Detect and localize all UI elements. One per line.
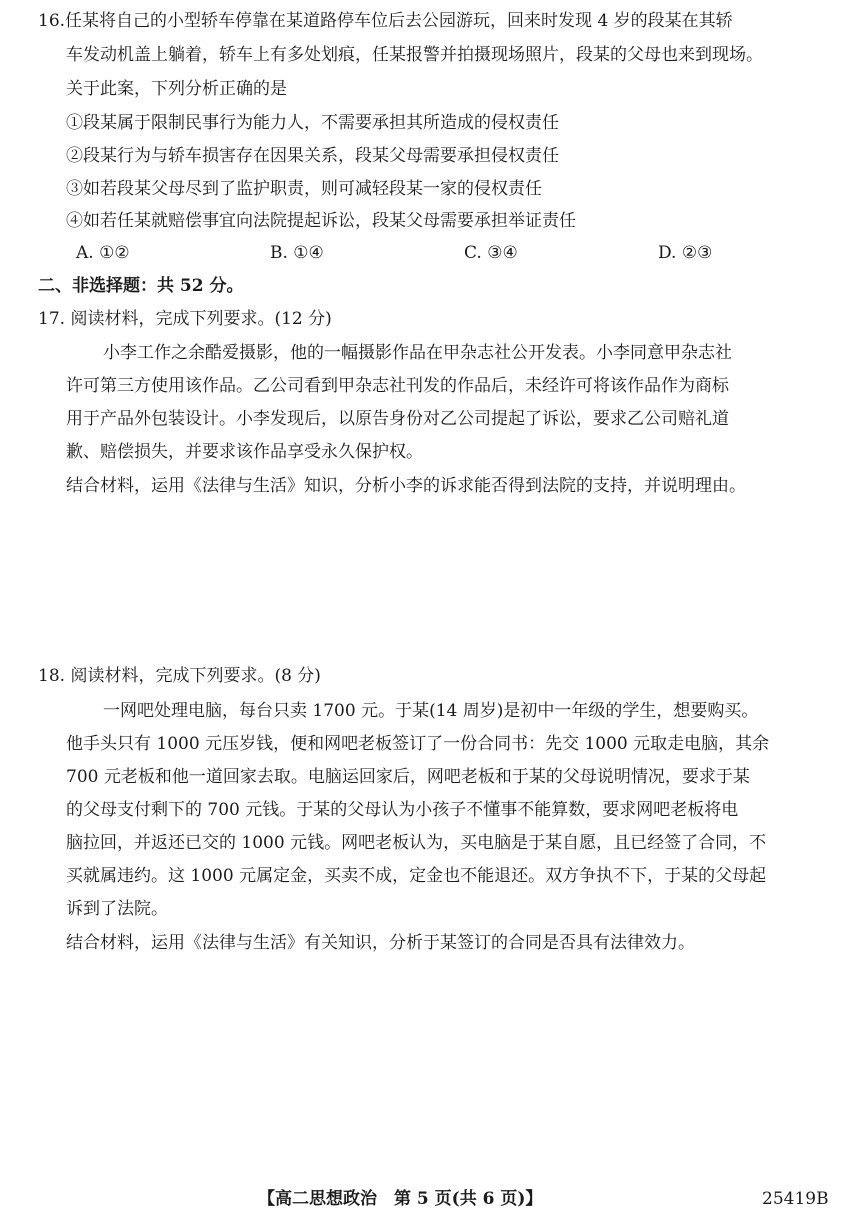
q16-option-c: C. ③④: [464, 243, 518, 263]
q18-heading: 18. 阅读材料，完成下列要求。(8 分): [38, 666, 321, 686]
q16-option-b: B. ①④: [270, 243, 324, 263]
q17-task: 结合材料，运用《法律与生活》知识，分析小李的诉求能否得到法院的支持，并说明理由。: [66, 476, 746, 496]
section-2-heading: 二、非选择题：共 52 分。: [38, 276, 244, 296]
q18-material-line-3: 700 元老板和他一道回家去取。电脑运回家后，网吧老板和于某的父母说明情况，要求于某: [66, 767, 750, 787]
q16-option-a: A. ①②: [76, 243, 130, 263]
exam-code: 25419B: [762, 1189, 829, 1209]
q16-line-2: 车发动机盖上躺着，轿车上有多处划痕，任某报警并拍摄现场照片，段某的父母也来到现场。: [66, 45, 763, 65]
q17-material-line-4: 歉、赔偿损失，并要求该作品享受永久保护权。: [66, 442, 423, 462]
q18-material-line-1: 一网吧处理电脑，每台只卖 1700 元。于某(14 周岁)是初中一年级的学生，想要购买。: [103, 701, 759, 721]
q16-line-1: 16.任某将自己的小型轿车停靠在某道路停车位后去公园游玩，回来时发现 4 岁的段某在其轿: [38, 11, 733, 31]
q18-material-line-7: 诉到了法院。: [66, 899, 168, 919]
page-footer-label: 【高二思想政治 第 5 页(共 6 页)】: [258, 1189, 543, 1209]
q16-statement-1: ①段某属于限制民事行为能力人，不需要承担其所造成的侵权责任: [66, 113, 559, 133]
q18-material-line-4: 的父母支付剩下的 700 元钱。于某的父母认为小孩子不懂事不能算数，要求网吧老板将电: [66, 800, 739, 820]
q16-option-d: D. ②③: [658, 243, 713, 263]
q16-statement-3: ③如若段某父母尽到了监护职责，则可减轻段某一家的侵权责任: [66, 179, 542, 199]
q17-material-line-1: 小李工作之余酷爱摄影，他的一幅摄影作品在甲杂志社公开发表。小李同意甲杂志社: [103, 343, 732, 363]
q18-task: 结合材料，运用《法律与生活》有关知识，分析于某签订的合同是否具有法律效力。: [66, 933, 695, 953]
q17-heading: 17. 阅读材料，完成下列要求。(12 分): [38, 309, 332, 329]
q16-statement-2: ②段某行为与轿车损害存在因果关系，段某父母需要承担侵权责任: [66, 146, 559, 166]
q17-material-line-2: 许可第三方使用该作品。乙公司看到甲杂志社刊发的作品后，未经许可将该作品作为商标: [66, 376, 729, 396]
q17-material-line-3: 用于产品外包装设计。小李发现后，以原告身份对乙公司提起了诉讼，要求乙公司赔礼道: [66, 409, 729, 429]
q18-material-line-2: 他手头只有 1000 元压岁钱，便和网吧老板签订了一份合同书：先交 1000 元取走电脑，其余: [66, 734, 770, 754]
q18-material-line-5: 脑拉回，并返还已交的 1000 元钱。网吧老板认为，买电脑是于某自愿，且已经签了合同，不: [66, 833, 767, 853]
q16-line-3: 关于此案，下列分析正确的是: [66, 79, 287, 99]
q16-statement-4: ④如若任某就赔偿事宜向法院提起诉讼，段某父母需要承担举证责任: [66, 211, 576, 231]
q18-material-line-6: 买就属违约。这 1000 元属定金，买卖不成，定金也不能退还。双方争执不下，于某的父母起: [66, 866, 767, 886]
